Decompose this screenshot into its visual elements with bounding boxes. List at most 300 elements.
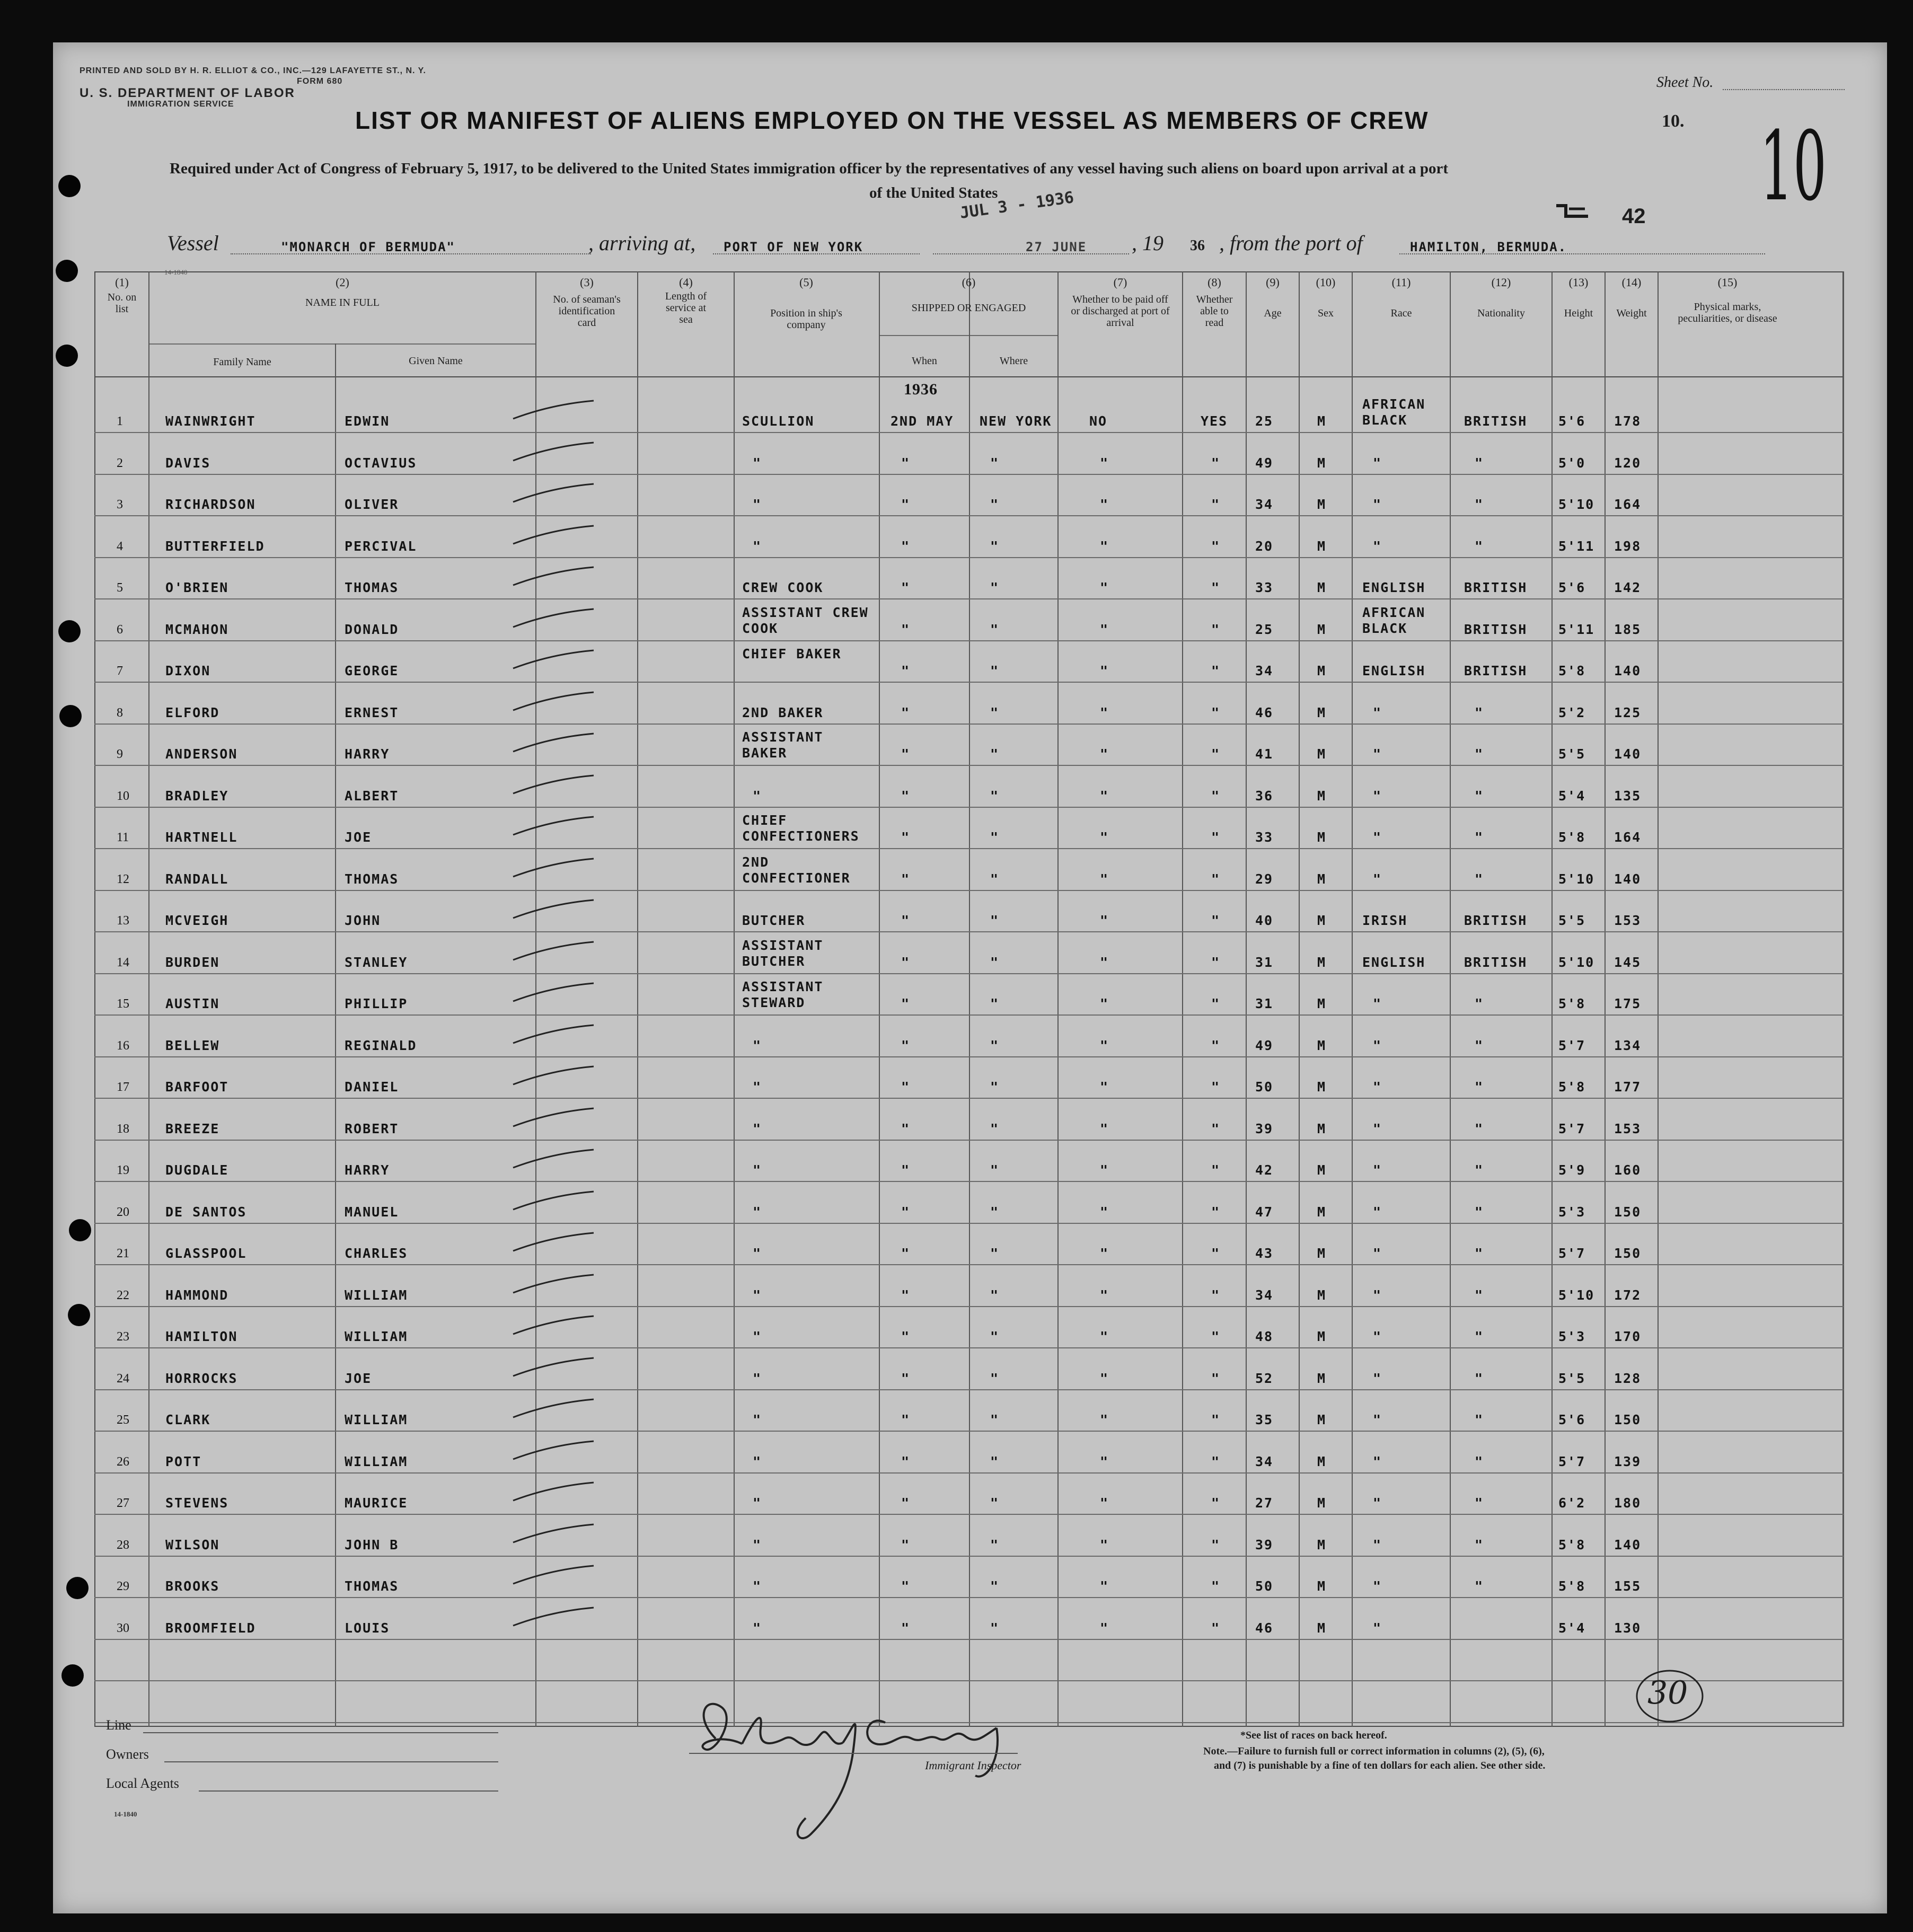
race: " [1373,1287,1382,1303]
height: 5'4 [1558,1620,1586,1636]
card-check-mark [509,939,599,965]
binder-hole [58,620,81,642]
row-number: 12 [117,872,129,886]
shipped-where: " [990,1495,1000,1511]
sex: M [1317,1246,1327,1261]
age: 52 [1255,1371,1274,1386]
column-rule [1551,271,1553,1727]
row-number: 30 [117,1621,129,1635]
sex: M [1317,1495,1327,1511]
col10-num: (10) [1316,276,1336,289]
able-to-read: " [1211,913,1221,928]
race: " [1373,497,1382,512]
weight: 150 [1614,1246,1642,1261]
age: 42 [1255,1162,1274,1178]
race: ENGLISH [1362,955,1426,970]
nationality: BRITISH [1464,663,1528,678]
row-number: 11 [117,831,129,844]
shipped-when: " [901,913,911,928]
age: 49 [1255,1038,1274,1053]
able-to-read: " [1211,1578,1221,1594]
given-name: THOMAS [345,871,399,887]
col7-header [1059,277,1182,329]
able-to-read: " [1211,1371,1221,1386]
given-name: PERCIVAL [345,539,417,554]
shipped-when: " [901,955,911,970]
position: " [753,1329,762,1344]
paid-off: " [1100,746,1109,762]
age: 35 [1255,1412,1274,1427]
paid-off: " [1100,1162,1109,1178]
shipped-where: " [990,746,1000,762]
arriving-label: , arriving at, [588,231,696,255]
row-number: 25 [117,1413,129,1427]
sex: M [1317,705,1327,720]
able-to-read: " [1211,1537,1221,1552]
position: " [753,1537,762,1552]
column-rule [1843,271,1844,1727]
col14-header [1606,277,1658,319]
col14-label: Weight [1616,307,1647,319]
given-name: HARRY [345,1162,390,1178]
family-name: BURDEN [165,955,220,970]
col11-label: Race [1390,307,1412,319]
position: " [753,1287,762,1303]
family-name: STEVENS [165,1495,229,1511]
col15-num: (15) [1717,276,1738,289]
age: 33 [1255,580,1274,595]
col4-num: (4) [679,276,693,289]
family-name: CLARK [165,1412,211,1427]
family-name: DUGDALE [165,1162,229,1178]
race: " [1373,705,1382,720]
nationality: " [1475,1246,1484,1261]
row-number: 23 [117,1330,129,1344]
sex: M [1317,663,1327,678]
position: CHIEF BAKER [742,646,842,661]
height: 5'10 [1558,955,1595,970]
shipped-when: " [901,996,911,1011]
shipped-when: 2ND MAY [891,413,954,429]
weight: 145 [1614,955,1642,970]
able-to-read: " [1211,1495,1221,1511]
binder-hole [56,345,78,367]
race: " [1373,1162,1382,1178]
age: 39 [1255,1121,1274,1136]
paid-off: " [1100,913,1109,928]
row-rule [94,1140,1844,1141]
given-name: THOMAS [345,1578,399,1594]
local-agents-label: Local Agents [106,1776,179,1791]
race: " [1373,788,1382,804]
card-check-mark [509,439,599,466]
shipped-where: " [990,913,1000,928]
paid-off: " [1100,1371,1109,1386]
sex: M [1317,1412,1327,1427]
row-number: 13 [117,914,129,928]
nationality: " [1475,1578,1484,1594]
shipped-where: " [990,871,1000,887]
family-name: BROOMFIELD [165,1620,256,1636]
position: " [753,1121,762,1136]
sex: M [1317,996,1327,1011]
weight: 164 [1614,830,1642,845]
given-name: MANUEL [345,1204,399,1220]
shipped-where: " [990,1578,1000,1594]
height: 5'0 [1558,455,1586,471]
column-rule [148,271,149,1727]
card-check-mark [509,1313,599,1339]
binder-hole [68,1304,90,1326]
sex: M [1317,830,1327,845]
height: 5'5 [1558,913,1586,928]
able-to-read: " [1211,1412,1221,1427]
col8-label: Whether able to read [1196,294,1233,329]
row-number: 14 [117,956,129,969]
year-prefix: , 19 [1132,231,1163,255]
row-rule [94,848,1844,849]
card-check-mark [509,1521,599,1548]
race: " [1373,1454,1382,1469]
shipped-when: " [901,788,911,804]
from-port: HAMILTON, BERMUDA. [1410,240,1567,254]
shipped-where: " [990,705,1000,720]
able-to-read: " [1211,497,1221,512]
nationality: " [1475,1454,1484,1469]
weight: 150 [1614,1204,1642,1220]
family-name: POTT [165,1454,202,1469]
card-check-mark [509,606,599,632]
from-label: , from the port of [1219,231,1363,255]
row-rule [94,1014,1844,1016]
given-name: LOUIS [345,1620,390,1636]
height: 5'8 [1558,996,1586,1011]
row-rule [94,557,1844,558]
weight: 125 [1614,705,1642,720]
card-check-mark [509,481,599,507]
row-rule [94,1431,1844,1432]
family-name: HORROCKS [165,1371,238,1386]
sex: M [1317,746,1327,762]
weight: 185 [1614,622,1642,637]
col13-header [1553,277,1605,319]
nationality: " [1475,1287,1484,1303]
weight: 170 [1614,1329,1642,1344]
race: ENGLISH [1362,580,1426,595]
able-to-read: " [1211,1620,1221,1636]
nationality: BRITISH [1464,955,1528,970]
race: " [1373,1495,1382,1511]
given-name: GEORGE [345,663,399,678]
sex: M [1317,1287,1327,1303]
weight: 198 [1614,539,1642,554]
col5-num: (5) [799,276,813,289]
position: " [753,1371,762,1386]
weight: 160 [1614,1162,1642,1178]
position: " [753,1412,762,1427]
col9-label: Age [1264,307,1282,319]
family-name: MCVEIGH [165,913,229,928]
col9-num: (9) [1266,276,1280,289]
race: " [1373,1038,1382,1053]
weight: 139 [1614,1454,1642,1469]
sex: M [1317,1204,1327,1220]
year-suffix: 36 [1190,237,1205,254]
given-name: PHILLIP [345,996,408,1011]
height: 5'5 [1558,1371,1586,1386]
row-number: 21 [117,1247,129,1260]
nationality: " [1475,830,1484,845]
height: 5'10 [1558,1287,1595,1303]
age: 34 [1255,1287,1274,1303]
age: 27 [1255,1495,1274,1511]
paid-off: " [1100,1287,1109,1303]
weight: 180 [1614,1495,1642,1511]
nationality: " [1475,1038,1484,1053]
row-rule [94,1306,1844,1307]
row-rule [94,1514,1844,1515]
family-name: RANDALL [165,871,229,887]
family-name: BELLEW [165,1038,220,1053]
age: 34 [1255,497,1274,512]
race: " [1373,996,1382,1011]
title-number: 10. [1662,111,1685,131]
shipped-when: " [901,1412,911,1427]
row-number: 2 [117,456,123,470]
row-number: 1 [117,414,123,428]
shipped-where: " [990,1329,1000,1344]
paid-off: " [1100,622,1109,637]
row-rule [94,1347,1844,1348]
column-rule [1658,271,1659,1727]
nationality: " [1475,455,1484,471]
binder-hole [59,705,82,727]
weight: 140 [1614,663,1642,678]
family-name: ELFORD [165,705,220,720]
column-rule [1450,271,1451,1727]
col6-where-header: Where [999,355,1028,367]
position: " [753,1246,762,1261]
race: " [1373,746,1382,762]
col3-label: No. of seaman's identification card [553,294,621,329]
shipped-when: " [901,663,911,678]
given-name: DONALD [345,622,399,637]
height: 5'2 [1558,705,1586,720]
given-name: ROBERT [345,1121,399,1136]
height: 6'2 [1558,1495,1586,1511]
able-to-read: " [1211,1162,1221,1178]
given-name: JOHN [345,913,381,928]
row-rule [94,724,1844,725]
row-rule [94,1597,1844,1598]
year-entry: 1936 [904,381,938,398]
row-number: 3 [117,498,123,511]
shipped-when: " [901,871,911,887]
inspector-label: Immigrant Inspector [925,1759,1021,1772]
paid-off: " [1100,497,1109,512]
given-name: ALBERT [345,788,399,804]
col2-given-header: Given Name [409,355,463,367]
sex: M [1317,413,1327,429]
weight: 175 [1614,996,1642,1011]
shipped-when: " [901,1578,911,1594]
shipped-when: " [901,1371,911,1386]
row-rule [94,1264,1844,1265]
circled-count [1633,1667,1707,1725]
agents-underline [199,1790,498,1792]
able-to-read: " [1211,788,1221,804]
sex: M [1317,1371,1327,1386]
age: 41 [1255,746,1274,762]
column-rule [335,343,336,1727]
shipped-where: " [990,1287,1000,1303]
height: 5'11 [1558,622,1595,637]
row-number: 19 [117,1163,129,1177]
circled-count-value: 30 [1647,1674,1688,1712]
column-rule [969,271,970,1727]
form-code-top: 14-1840 [164,268,188,276]
age: 36 [1255,788,1274,804]
shipped-where: " [990,1620,1000,1636]
weight: 140 [1614,1537,1642,1552]
paid-off: " [1100,1246,1109,1261]
col12-label: Nationality [1477,307,1525,319]
paid-off: " [1100,705,1109,720]
paid-off: " [1100,1038,1109,1053]
position: 2ND BAKER [742,705,824,720]
col9-header [1247,277,1299,319]
sex: M [1317,1578,1327,1594]
sex: M [1317,1537,1327,1552]
able-to-read: " [1211,580,1221,595]
row-number: 16 [117,1039,129,1053]
row-number: 29 [117,1580,129,1593]
row-rule [94,1639,1844,1640]
given-name: STANLEY [345,955,408,970]
shipped-where: " [990,580,1000,595]
card-check-mark [509,1563,599,1589]
able-to-read: " [1211,996,1221,1011]
race: " [1373,1412,1382,1427]
weight: 178 [1614,413,1642,429]
nationality: " [1475,1121,1484,1136]
sex: M [1317,913,1327,928]
row-rule [94,807,1844,808]
paid-off: " [1100,663,1109,678]
paid-off: " [1100,1121,1109,1136]
given-name: REGINALD [345,1038,417,1053]
weight: 155 [1614,1578,1642,1594]
height: 5'3 [1558,1204,1586,1220]
given-name: WILLIAM [345,1412,408,1427]
height: 5'8 [1558,1578,1586,1594]
col6-num: (6) [962,276,976,289]
position: " [753,1079,762,1095]
col2-num: (2) [336,276,349,289]
family-name: RICHARDSON [165,497,256,512]
paid-off: " [1100,1537,1109,1552]
shipped-where: " [990,1079,1000,1095]
family-name: HARTNELL [165,830,238,845]
family-name: BREEZE [165,1121,220,1136]
row-number: 15 [117,997,129,1011]
nationality: " [1475,1371,1484,1386]
col1-num: (1) [115,276,129,289]
position: " [753,539,762,554]
col1-label: No. on list [107,292,137,315]
able-to-read: " [1211,1454,1221,1469]
given-name: EDWIN [345,413,390,429]
paid-off: " [1100,955,1109,970]
sex: M [1317,1162,1327,1178]
given-name: JOE [345,830,372,845]
row-number: 20 [117,1205,129,1219]
department-name: U. S. DEPARTMENT OF LABOR [80,86,295,100]
weight: 134 [1614,1038,1642,1053]
shipped-when: " [901,1121,911,1136]
card-check-mark [509,564,599,590]
races-note: *See list of races on back hereof. [1240,1730,1387,1741]
paid-off: " [1100,1079,1109,1095]
required-text-line1: Required under Act of Congress of February 5, 1917, to be delivered to the United States immigration officer by the representatives of any vessel having such aliens on board upon arrival at a port [170,160,1449,177]
row-number: 4 [117,540,123,553]
paid-off: " [1100,1578,1109,1594]
shipped-where: " [990,539,1000,554]
age: 48 [1255,1329,1274,1344]
sex: M [1317,1121,1327,1136]
height: 5'7 [1558,1454,1586,1469]
nationality: " [1475,996,1484,1011]
nationality: " [1475,1329,1484,1344]
column-rule [637,271,638,1727]
card-check-mark [509,1146,599,1173]
row-rule [94,432,1844,433]
height: 5'6 [1558,413,1586,429]
vessel-name: "MONARCH OF BERMUDA" [281,240,455,254]
sex: M [1317,455,1327,471]
row-rule [94,973,1844,974]
family-name: DAVIS [165,455,211,471]
shipped-where: " [990,996,1000,1011]
weight: 130 [1614,1620,1642,1636]
binder-hole [56,260,78,282]
nationality: " [1475,1537,1484,1552]
col6-header [880,277,1057,314]
paid-off: NO [1089,413,1108,429]
shipped-when: " [901,455,911,471]
row-rule [94,1181,1844,1182]
row-rule [94,765,1844,766]
column-rule [1352,271,1353,1727]
shipped-when: " [901,1329,911,1344]
paid-off: " [1100,1454,1109,1469]
card-check-mark [509,730,599,757]
race: IRISH [1362,913,1408,928]
column-rule [879,271,880,1727]
height: 5'6 [1558,1412,1586,1427]
card-check-mark [509,647,599,674]
col3-num: (3) [580,276,594,289]
race: ENGLISH [1362,663,1426,678]
race: AFRICAN BLACK [1362,605,1426,636]
paid-off: " [1100,580,1109,595]
height: 5'10 [1558,871,1595,887]
weight: 150 [1614,1412,1642,1427]
shipped-when: " [901,1620,911,1636]
race: " [1373,830,1382,845]
col8-header [1183,277,1246,329]
nationality: " [1475,497,1484,512]
